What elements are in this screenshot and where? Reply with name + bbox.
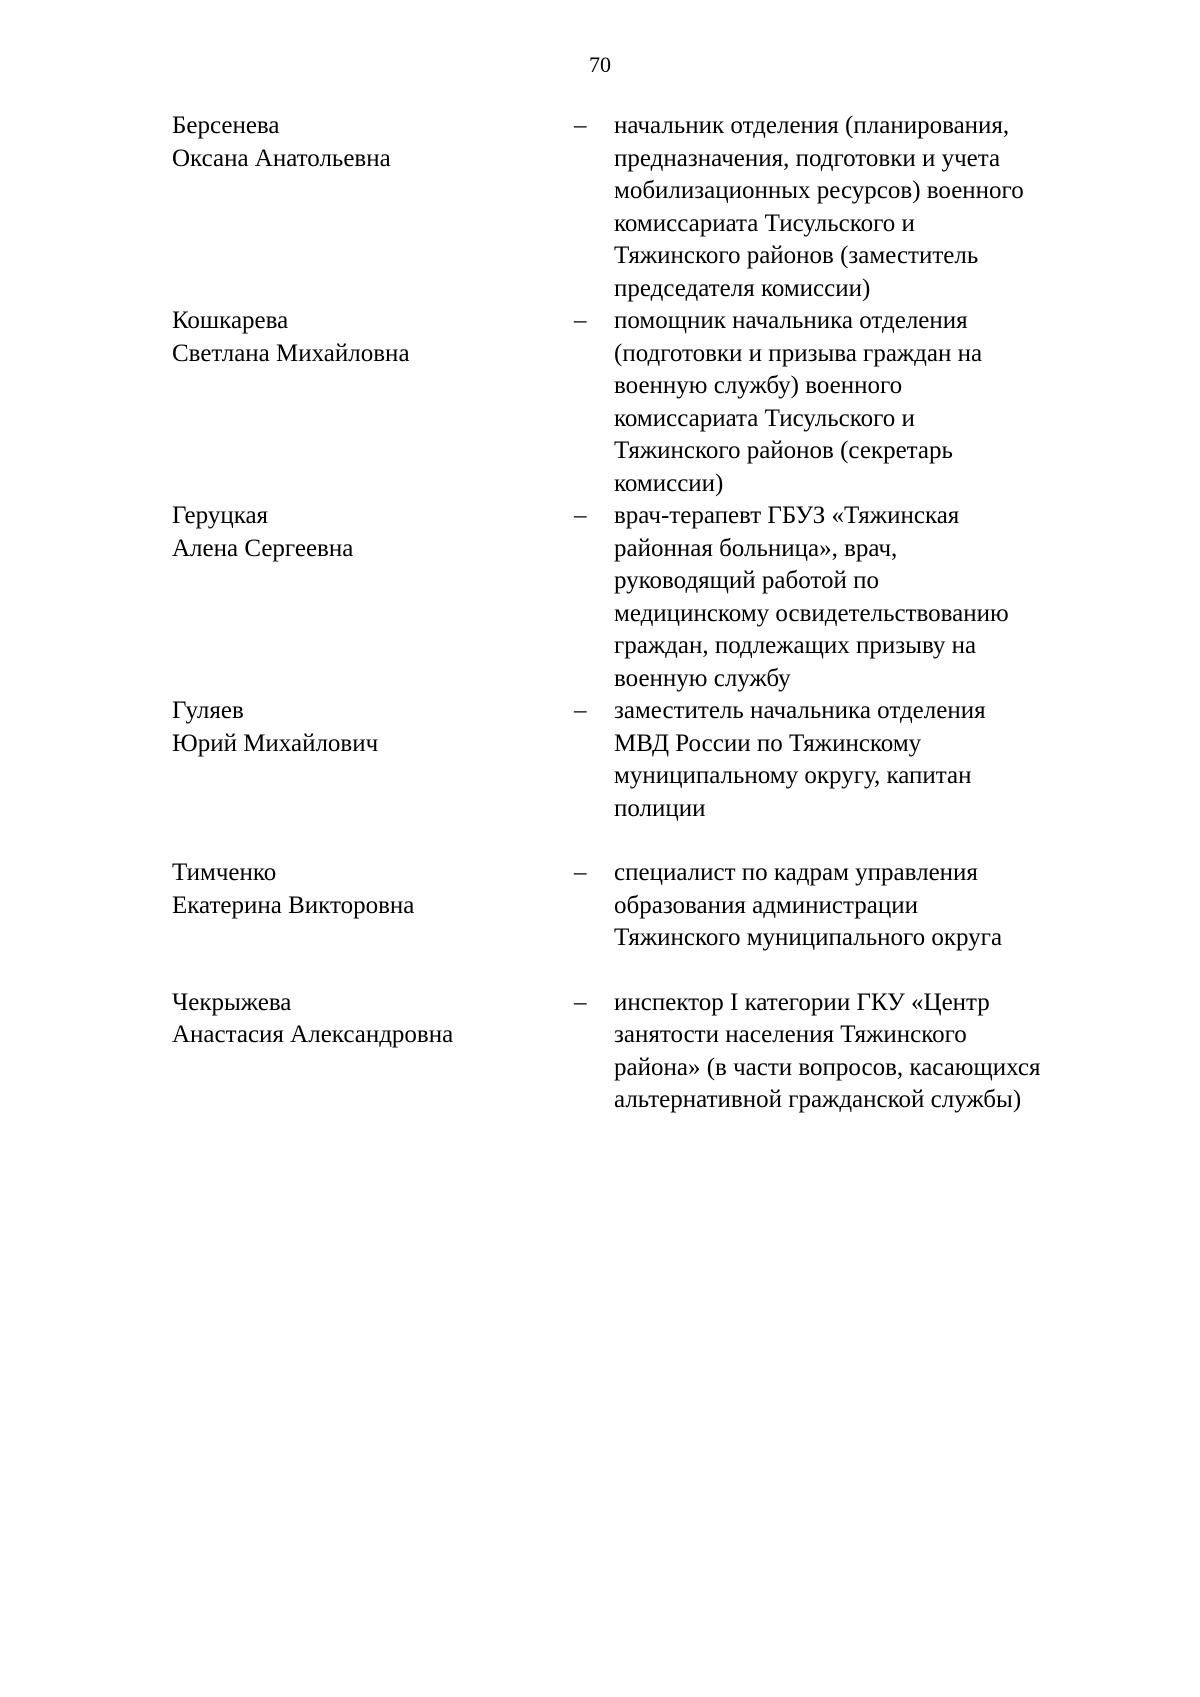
- role-line: комиссариата Тисульского и: [614, 209, 915, 237]
- member-name: [172, 987, 574, 1052]
- role-line: граждан, подлежащих призыву на: [614, 632, 977, 659]
- role-line: предназначения, подготовки и учета: [614, 144, 1001, 172]
- member-surname: Берсенева: [172, 112, 280, 139]
- member-role: [614, 305, 1102, 500]
- dash-separator: –: [574, 859, 587, 886]
- member-entry-timchenko: [172, 857, 1112, 955]
- role-line: занятости населения Тяжинского: [614, 1021, 967, 1048]
- role-line: военную службу: [614, 664, 791, 692]
- role-line: образования администрации: [614, 891, 918, 919]
- dash-separator: –: [574, 988, 587, 1016]
- member-entry-koshkareva: [172, 305, 1112, 500]
- role-line: комиссариата Тисульского и: [614, 404, 915, 432]
- role-line: комиссии): [614, 469, 724, 497]
- member-role: [614, 987, 1102, 1117]
- role-line: помощник начальника отделения: [614, 307, 968, 334]
- dash-separator: –: [574, 112, 587, 139]
- member-role: [614, 110, 1102, 305]
- member-name: [172, 500, 574, 565]
- member-given-name: Светлана Михайловна: [172, 339, 410, 367]
- member-name: [172, 857, 574, 922]
- member-name: [172, 695, 574, 760]
- role-line: МВД России по Тяжинскому: [614, 729, 922, 757]
- member-surname: Чекрыжева: [172, 988, 292, 1016]
- role-line: Тяжинского районов (заместитель: [614, 242, 979, 269]
- member-name: [172, 305, 574, 370]
- role-line: мобилизационных ресурсов) военного: [614, 177, 1024, 204]
- dash-separator: –: [574, 502, 587, 529]
- member-entry-gulyaev: [172, 695, 1112, 825]
- member-given-name: Юрий Михайлович: [172, 729, 379, 757]
- role-line: полиции: [614, 794, 706, 822]
- role-line: района» (в части вопросов, касающихся: [614, 1053, 1041, 1081]
- role-line: председателя комиссии): [614, 274, 871, 302]
- member-entry-bersenev: [172, 110, 1112, 305]
- member-given-name: Екатерина Викторовна: [172, 891, 415, 919]
- role-line: специалист по кадрам управления: [614, 859, 978, 886]
- member-surname: Тимченко: [172, 859, 277, 886]
- member-given-name: Оксана Анатольевна: [172, 144, 391, 172]
- dash-separator: –: [574, 697, 587, 724]
- member-surname: Кошкарева: [172, 307, 289, 334]
- role-line: инспектор I категории ГКУ «Центр: [614, 988, 990, 1016]
- role-line: заместитель начальника отделения: [614, 697, 986, 724]
- dash-separator: –: [574, 307, 587, 334]
- role-line: Тяжинского муниципального округа: [614, 924, 1003, 951]
- commission-member-list: [172, 110, 1112, 1117]
- member-surname: Геруцкая: [172, 502, 269, 529]
- member-role: [614, 695, 1102, 825]
- role-line: врач-терапевт ГБУЗ «Тяжинская: [614, 502, 960, 529]
- role-line: медицинскому освидетельствованию: [614, 599, 1009, 627]
- role-line: (подготовки и призыва граждан на: [614, 339, 983, 367]
- role-line: альтернативной гражданской службы): [614, 1086, 1022, 1113]
- page-number: 70: [589, 52, 611, 77]
- role-line: руководящий работой по: [614, 567, 880, 594]
- role-line: начальник отделения (планирования,: [614, 112, 1010, 139]
- member-surname: Гуляев: [172, 697, 244, 724]
- role-line: муниципальному округу, капитан: [614, 762, 972, 789]
- role-line: районная больница», врач,: [614, 534, 898, 562]
- member-given-name: Алена Сергеевна: [172, 534, 354, 562]
- role-line: Тяжинского районов (секретарь: [614, 437, 953, 464]
- member-role: [614, 857, 1102, 955]
- member-entry-gerutskaya: [172, 500, 1112, 695]
- member-entry-chekryzheva: [172, 987, 1112, 1117]
- member-name: [172, 110, 574, 175]
- member-role: [614, 500, 1102, 695]
- role-line: военную службу) военного: [614, 372, 903, 399]
- member-given-name: Анастасия Александровна: [172, 1021, 454, 1048]
